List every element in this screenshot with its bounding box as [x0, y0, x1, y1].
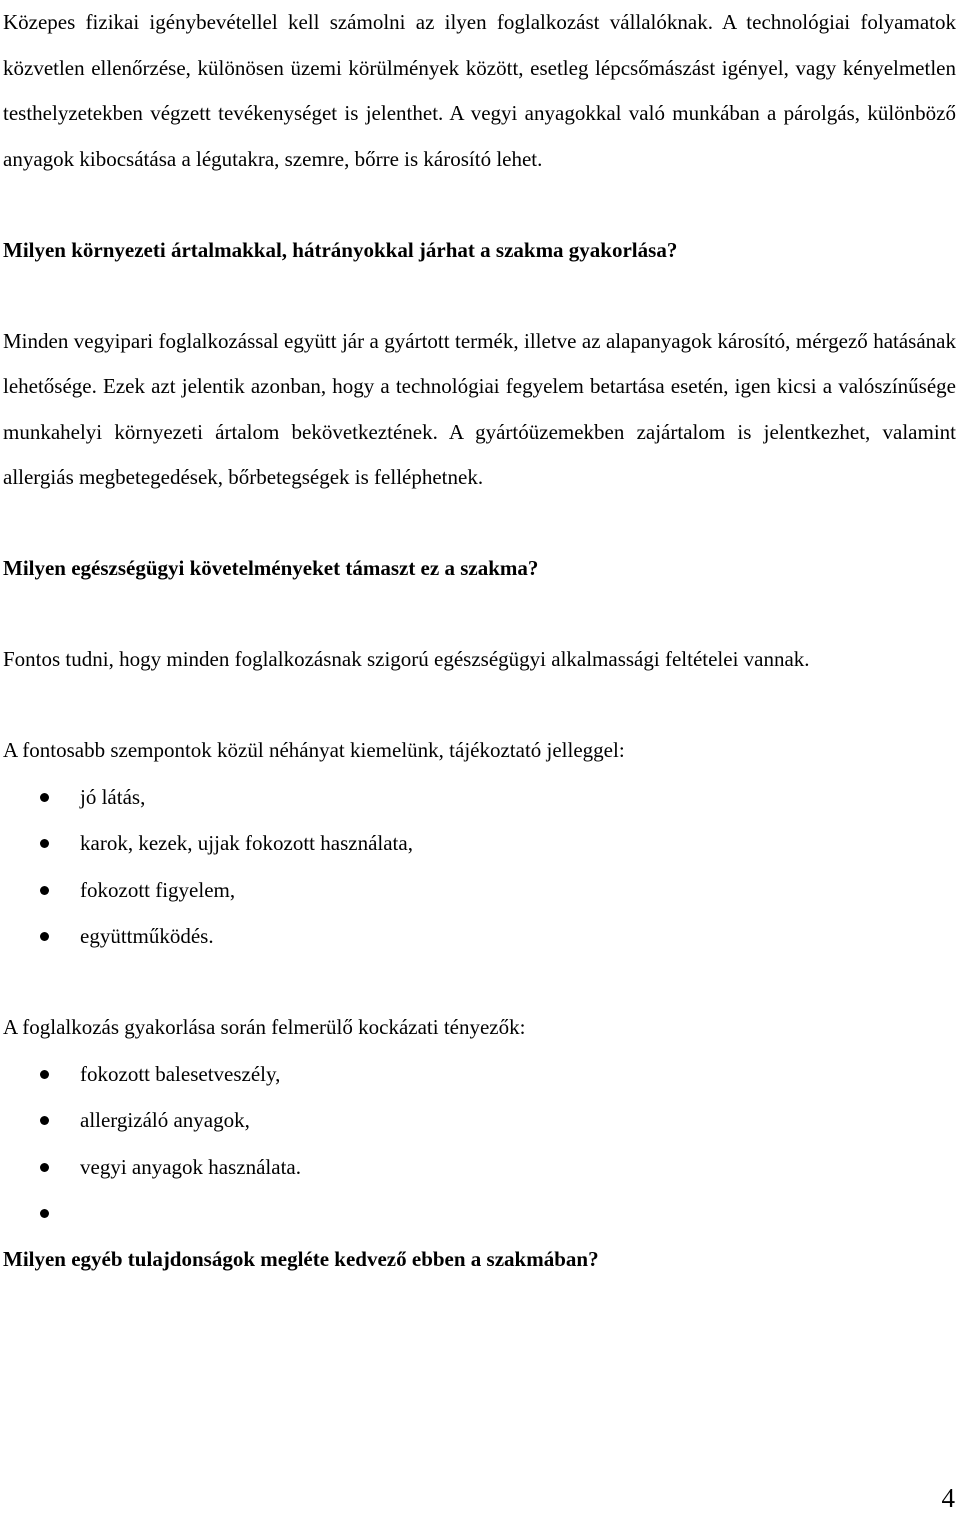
bullet-icon [40, 1209, 49, 1218]
list-item [3, 1097, 956, 1144]
spacer [3, 501, 956, 547]
paragraph-health-conditions: Fontos tudni, hogy minden foglalkozásnak szigorú egészségügyi alkalmassági feltételei vannak. [3, 647, 810, 671]
list-item [3, 820, 956, 867]
list-item-text: karok, kezek, ujjak fokozott használata, [80, 831, 413, 855]
paragraph-key-aspects-intro: A fontosabb szempontok közül néhányat kiemelünk, tájékoztató jelleggel: [3, 738, 625, 762]
paragraph-chemical-hazards: Minden vegyipari foglalkozással együtt jár a gyártott termék, illetve az alapanyagok károsító, mérgező hatásának lehetősége. Ezek azt jelentik azonban, hogy a technológiai fegyelem betartása esetén, igen kicsi a valószínűsége munkahelyi környezeti ártalom bekövetkeztének. A gyártóüzemekben zajártalom is jelentkezhet, valamint allergiás megbetegedések, bőrbetegségek is felléphetnek. [3, 328, 956, 489]
paragraph-physical-demands: Közepes fizikai igénybevétellel kell számolni az ilyen foglalkozást vállalóknak. A technológiai folyamatok közvetlen ellenőrzése, különösen üzemi körülmények között, esetleg lépcsőmászást igényel, vagy kényelmetlen testhelyzetekben végzett tevékenységet is jelenthet. A vegyi anyagokkal való munkában a párolgás, különböző anyagok kibocsátása a légutakra, szemre, bőrre is károsító lehet. [3, 10, 956, 171]
page-number: 4 [941, 1483, 955, 1513]
spacer [3, 683, 956, 729]
bullet-icon [40, 932, 49, 941]
list-item [3, 1144, 956, 1191]
list-item [3, 913, 956, 960]
list-item-text: vegyi anyagok használata. [80, 1154, 301, 1179]
spacer [3, 273, 956, 319]
bullet-icon [40, 839, 49, 848]
spacer [3, 592, 956, 638]
spacer [3, 182, 956, 228]
paragraph-risk-factors-intro: A foglalkozás gyakorlása során felmerülő kockázati tényezők: [3, 1015, 526, 1039]
list-item-text: fokozott balesetveszély, [80, 1061, 281, 1086]
document-page [3, 0, 956, 1282]
risk-factors-list [3, 1051, 956, 1237]
heading-environmental-hazards: Milyen környezeti ártalmakkal, hátrányokkal járhat a szakma gyakorlása? [3, 237, 678, 262]
list-item [3, 1190, 956, 1237]
heading-other-qualities: Milyen egyéb tulajdonságok megléte kedvező ebben a szakmában? [3, 1246, 599, 1271]
list-item-text: együttműködés. [80, 924, 214, 948]
key-aspects-list [3, 774, 956, 960]
bullet-icon [40, 886, 49, 895]
list-item [3, 774, 956, 821]
list-item [3, 867, 956, 914]
bullet-icon [40, 1070, 49, 1079]
list-item [3, 1051, 956, 1098]
spacer [3, 960, 956, 1006]
bullet-icon [40, 793, 49, 802]
bullet-icon [40, 1116, 49, 1125]
list-item-text: fokozott figyelem, [80, 877, 236, 902]
bullet-icon [40, 1163, 49, 1172]
heading-health-requirements: Milyen egészségügyi követelményeket támaszt ez a szakma? [3, 556, 539, 580]
list-item-text: allergizáló anyagok, [80, 1108, 250, 1132]
list-item-text: jó látás, [80, 784, 146, 809]
